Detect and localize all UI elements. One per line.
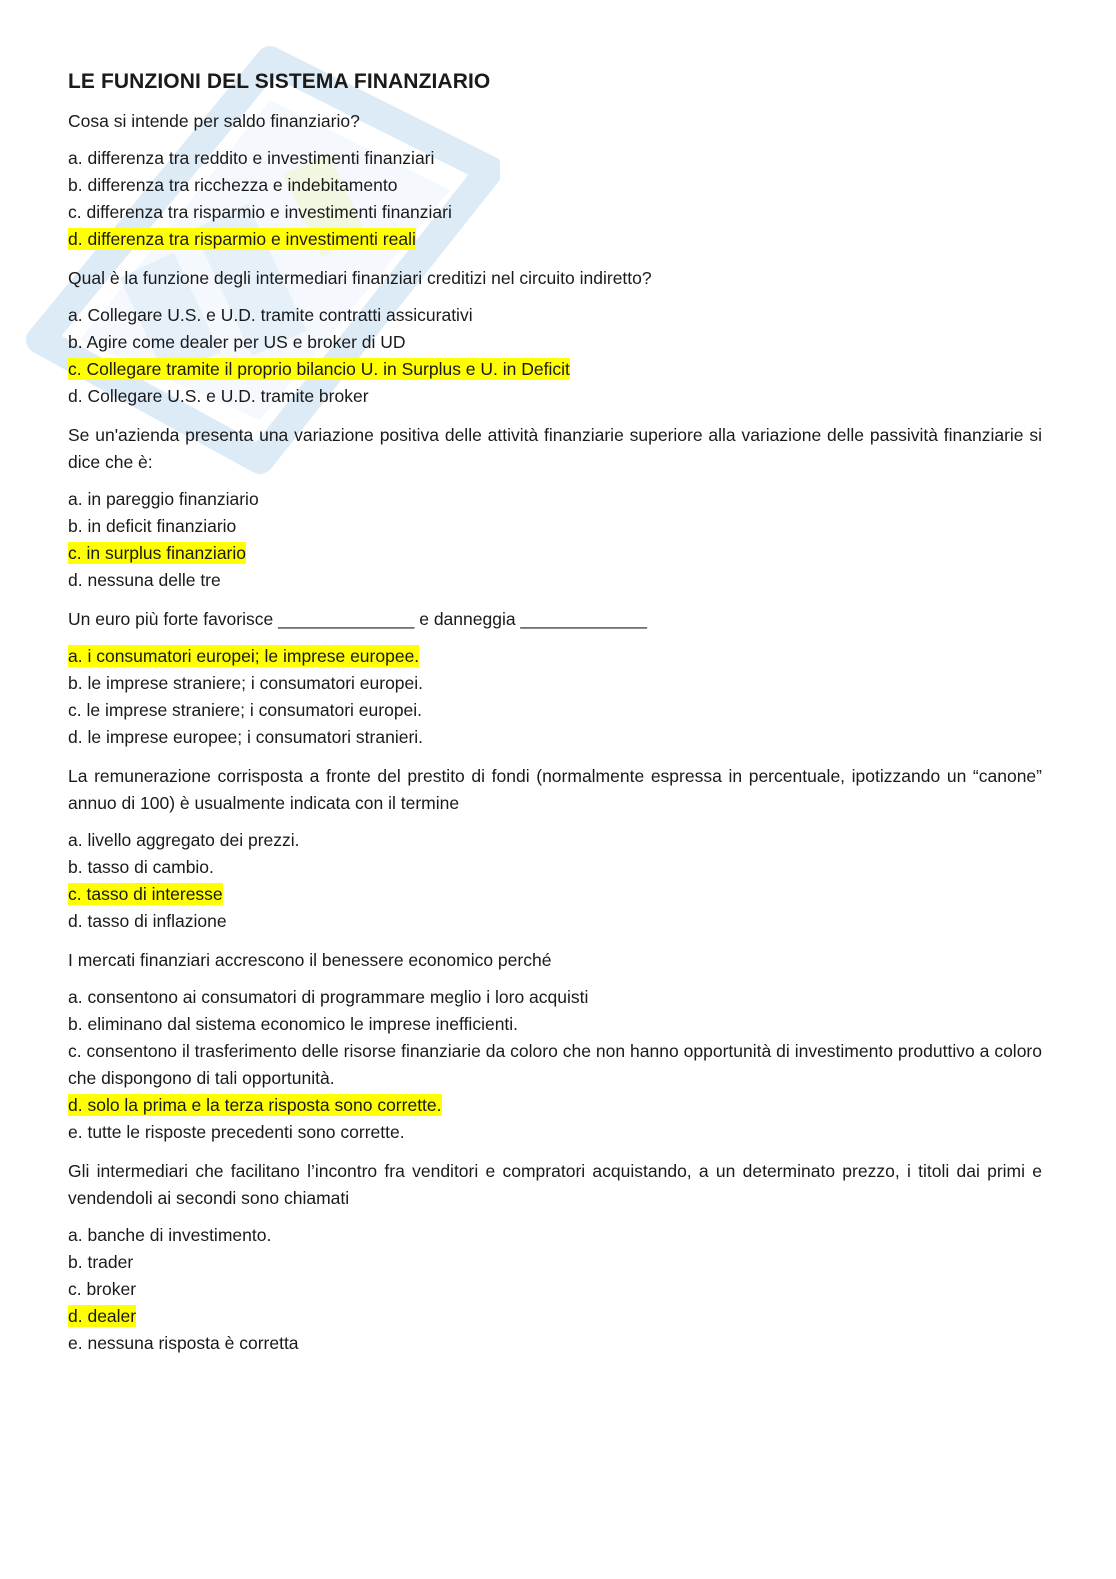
answer-option-text: a. Collegare U.S. e U.D. tramite contratti assicurativi [68, 305, 473, 325]
answer-option-text: d. nessuna delle tre [68, 570, 221, 590]
answer-option-text: c. in surplus finanziario [68, 543, 246, 563]
answer-option-text: a. consentono ai consumatori di programmare meglio i loro acquisti [68, 987, 589, 1007]
answer-option [68, 199, 1042, 226]
question-text: Qual è la funzione degli intermediari finanziari creditizi nel circuito indiretto? [68, 268, 652, 288]
answer-option [68, 984, 1042, 1011]
answer-option [68, 1011, 1042, 1038]
question-text: Se un'azienda presenta una variazione positiva delle attività finanziarie superiore alla variazione delle passività finanziarie si dice che è: [68, 425, 1042, 472]
question-block [68, 422, 1042, 594]
answer-option-correct [68, 1303, 1042, 1330]
answer-options [68, 302, 1042, 410]
answer-option-text: c. consentono il trasferimento delle risorse finanziarie da coloro che non hanno opportunità di investimento produttivo a coloro che dispongono di tali opportunità. [68, 1041, 1042, 1088]
answer-option-text: b. tasso di cambio. [68, 857, 214, 877]
answer-option [68, 567, 1042, 594]
answer-option-correct [68, 356, 1042, 383]
answer-option-text: b. le imprese straniere; i consumatori europei. [68, 673, 424, 693]
answer-option [68, 1249, 1042, 1276]
answer-option [68, 145, 1042, 172]
answer-option-text: c. differenza tra risparmio e investimenti finanziari [68, 202, 452, 222]
answer-option [68, 670, 1042, 697]
answer-options [68, 486, 1042, 594]
answer-option-text: d. Collegare U.S. e U.D. tramite broker [68, 386, 369, 406]
question-block [68, 108, 1042, 253]
answer-option-correct [68, 881, 1042, 908]
answer-option-text: b. trader [68, 1252, 134, 1272]
answer-option [68, 1222, 1042, 1249]
answer-option-text: c. broker [68, 1279, 137, 1299]
answer-option-correct [68, 540, 1042, 567]
question-text: Cosa si intende per saldo finanziario? [68, 111, 360, 131]
answer-option [68, 302, 1042, 329]
answer-option [68, 329, 1042, 356]
question-block [68, 947, 1042, 1146]
question-list [68, 108, 1042, 1357]
question-text: La remunerazione corrisposta a fronte del prestito di fondi (normalmente espressa in percentuale, ipotizzando un “canone” annuo di 100) è usualmente indicata con il termine [68, 766, 1042, 813]
answer-option-text: c. tasso di interesse [68, 884, 223, 904]
answer-option-correct [68, 1092, 1042, 1119]
answer-option-text: b. eliminano dal sistema economico le imprese inefficienti. [68, 1014, 519, 1034]
answer-options [68, 827, 1042, 935]
answer-option-text: d. tasso di inflazione [68, 911, 227, 931]
answer-option-text: e. nessuna risposta è corretta [68, 1333, 299, 1353]
answer-options [68, 145, 1042, 253]
answer-option-correct [68, 226, 1042, 253]
answer-option [68, 1038, 1042, 1092]
answer-options [68, 643, 1042, 751]
answer-option [68, 1276, 1042, 1303]
answer-option-text: c. Collegare tramite il proprio bilancio U. in Surplus e U. in Deficit [68, 359, 570, 379]
answer-option-text: d. dealer [68, 1306, 137, 1326]
answer-option-text: a. banche di investimento. [68, 1225, 272, 1245]
question-text: Un euro più forte favorisce ______________ e danneggia _____________ [68, 609, 647, 629]
question-block [68, 1158, 1042, 1357]
answer-option-text: d. differenza tra risparmio e investimenti reali [68, 229, 416, 249]
answer-option [68, 486, 1042, 513]
question-block [68, 606, 1042, 751]
answer-option [68, 724, 1042, 751]
answer-option-text: b. in deficit finanziario [68, 516, 237, 536]
document-page [68, 70, 1042, 1369]
answer-option-correct [68, 643, 1042, 670]
answer-option-text: d. le imprese europee; i consumatori stranieri. [68, 727, 424, 747]
answer-option [68, 172, 1042, 199]
question-text: I mercati finanziari accrescono il benessere economico perché [68, 950, 552, 970]
answer-option [68, 383, 1042, 410]
question-text: Gli intermediari che facilitano l’incontro fra venditori e compratori acquistando, a un determinato prezzo, i titoli dai primi e vendendoli ai secondi sono chiamati [68, 1161, 1042, 1208]
answer-option-text: e. tutte le risposte precedenti sono corrette. [68, 1122, 405, 1142]
answer-option-text: c. le imprese straniere; i consumatori europei. [68, 700, 423, 720]
answer-option [68, 513, 1042, 540]
answer-option [68, 1330, 1042, 1357]
answer-option [68, 854, 1042, 881]
question-block [68, 763, 1042, 935]
answer-option-text: d. solo la prima e la terza risposta sono corrette. [68, 1095, 442, 1115]
answer-option-text: a. differenza tra reddito e investimenti finanziari [68, 148, 435, 168]
answer-option [68, 1119, 1042, 1146]
answer-option-text: b. differenza tra ricchezza e indebitamento [68, 175, 398, 195]
answer-option [68, 697, 1042, 724]
document-title: LE FUNZIONI DEL SISTEMA FINANZIARIO [68, 70, 491, 93]
answer-option-text: a. livello aggregato dei prezzi. [68, 830, 300, 850]
answer-options [68, 984, 1042, 1146]
answer-options [68, 1222, 1042, 1357]
answer-option-text: b. Agire come dealer per US e broker di UD [68, 332, 406, 352]
answer-option [68, 908, 1042, 935]
answer-option [68, 827, 1042, 854]
answer-option-text: a. in pareggio finanziario [68, 489, 259, 509]
answer-option-text: a. i consumatori europei; le imprese europee. [68, 646, 420, 666]
question-block [68, 265, 1042, 410]
